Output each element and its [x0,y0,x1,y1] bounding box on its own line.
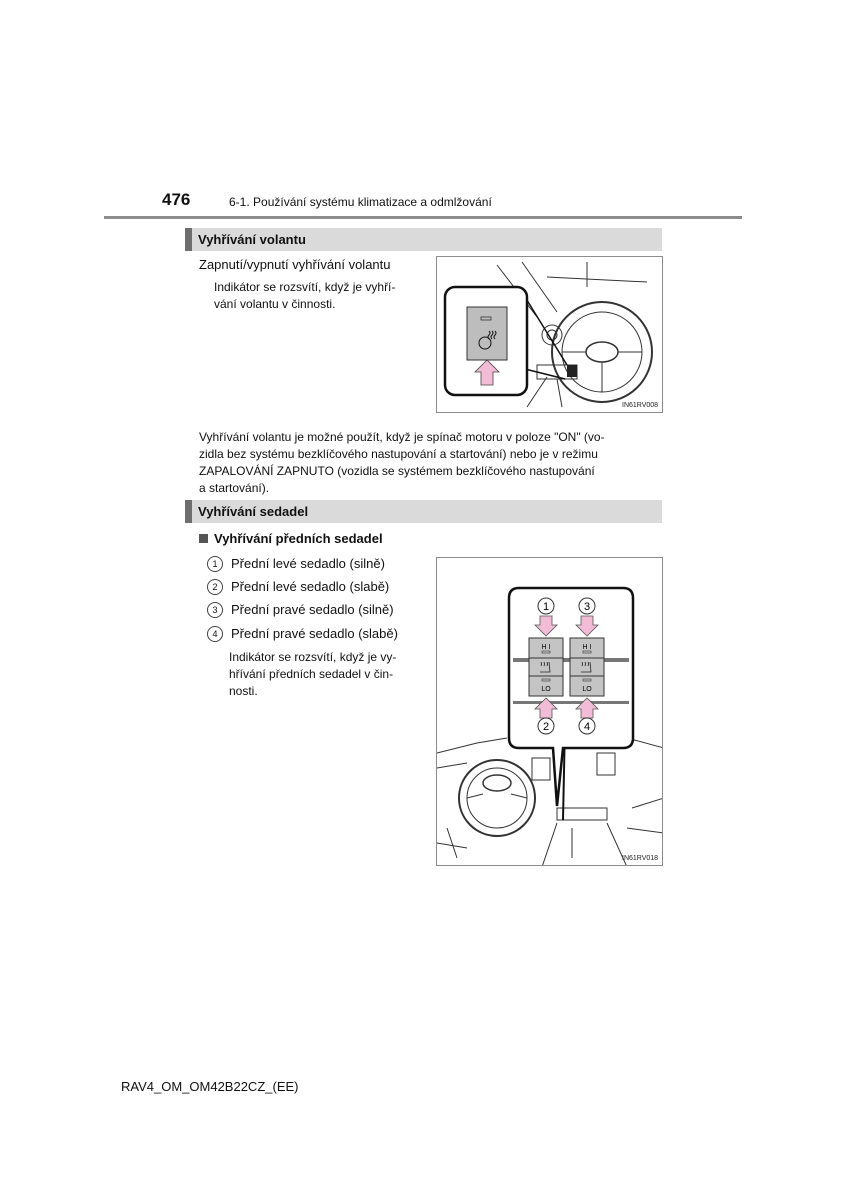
left-hi-label: H I [541,644,551,651]
list-item [207,579,389,595]
circled-number: 4 [207,626,223,642]
seat-heater-note [229,649,424,700]
square-bullet-icon [199,534,208,543]
circled-number: 2 [207,579,223,595]
left-lo-label: LO [541,686,551,693]
list-item-text: Přední pravé sedadlo (silně) [231,602,394,617]
list-item-text: Přední levé sedadlo (silně) [231,556,385,571]
seat-heater-illustration [437,558,663,866]
steering-heater-lead: Zapnutí/vypnutí vyhřívání volantu [199,257,391,272]
callout-number: 4 [583,721,591,733]
figure-code: IN61RV018 [622,855,659,862]
steering-heater-note [214,279,424,313]
circled-number: 3 [207,602,223,618]
note-line: Indikátor se rozsvítí, když je vy- [229,650,397,664]
steering-heater-switch [467,307,507,360]
header-rule [104,216,742,219]
callout-number: 3 [583,601,591,613]
right-lo-label: LO [582,686,592,693]
chapter-title: 6-1. Používání systému klimatizace a odmlžování [229,195,492,209]
steering-heater-illustration [437,257,663,413]
right-hi-label: H I [582,644,592,651]
subheading-text: Vyhřívání předních sedadel [214,531,383,546]
seat-heater-figure [436,557,663,866]
note-line: Indikátor se rozsvítí, když je vyhří- [214,280,396,294]
paragraph-line: Vyhřívání volantu je možné použít, když je spínač motoru v poloze "ON" (vo- [199,430,605,444]
list-item-text: Přední levé sedadlo (slabě) [231,579,390,594]
section-heading-seat-heaters: Vyhřívání sedadel [185,500,662,523]
note-line: nosti. [229,684,258,698]
usage-paragraph [199,429,659,497]
steering-heater-figure [436,256,663,413]
note-line: hřívání předních sedadel v čin- [229,667,394,681]
switch-zoom-panel [509,588,633,806]
list-item [207,626,398,642]
circled-number: 1 [207,556,223,572]
list-item [207,556,385,572]
list-item [207,602,394,618]
note-line: vání volantu v činnosti. [214,297,336,311]
callout-number: 1 [542,601,550,613]
list-item-text: Přední pravé sedadlo (slabě) [231,626,398,641]
section-heading-steering-heater: Vyhřívání volantu [185,228,662,251]
callout-number: 2 [542,721,550,733]
figure-code: IN61RV008 [622,402,659,409]
subheading-front-seats [199,531,383,546]
paragraph-line: zidla bez systému bezklíčového nastupování a startování) nebo je v režimu [199,447,598,461]
paragraph-line: ZAPALOVÁNÍ ZAPNUTO (vozidla se systémem bezklíčového nastupování [199,464,595,478]
document-code: RAV4_OM_OM42B22CZ_(EE) [121,1079,299,1094]
paragraph-line: a startování). [199,481,270,495]
page-number: 476 [162,190,191,209]
